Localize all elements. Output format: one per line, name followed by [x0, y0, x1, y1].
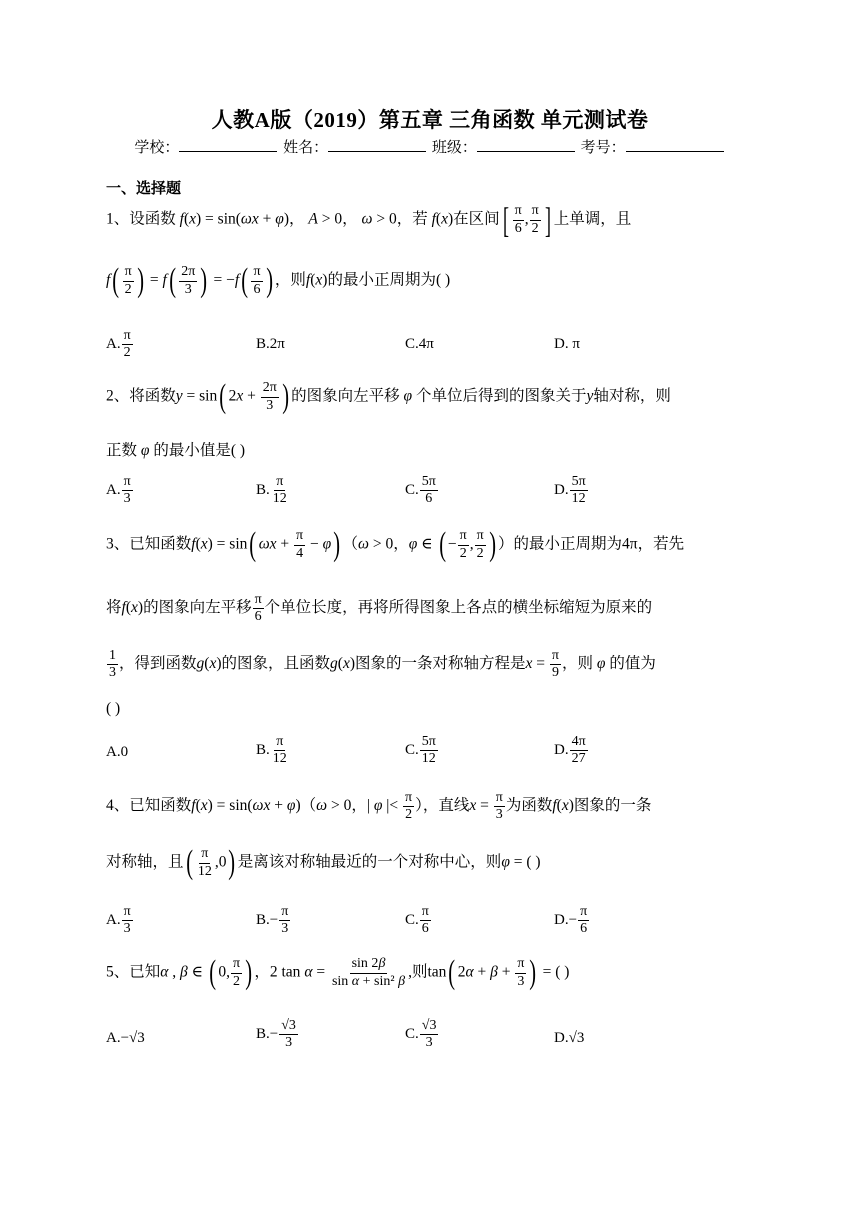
q3-text: ，	[393, 535, 409, 553]
q1-text: ，则	[274, 271, 306, 289]
q2-option-b[interactable]: B. $\frac{\pi}{12}$	[256, 474, 287, 507]
class-label: 班级：	[431, 140, 477, 156]
q5-option-d[interactable]: D.√3	[554, 1030, 585, 1046]
q5-option-b[interactable]: B.− $\frac{√3}{3}$	[256, 1018, 296, 1051]
q1-option-a[interactable]: A. $\frac{\pi}{2}$	[106, 328, 131, 361]
q4-option-c[interactable]: C. $\frac{\pi}{6}$	[405, 904, 429, 937]
name-label: 姓名：	[283, 140, 329, 156]
q1-text: ，	[342, 210, 358, 228]
q1-text: ，若	[396, 210, 428, 228]
q3-option-c[interactable]: C. $\frac{5\pi}{12}$	[405, 734, 436, 767]
q4-option-d-label: D.	[554, 912, 569, 929]
q1-text: 1、设函数	[106, 210, 176, 228]
q3-text: ，得到函数	[119, 655, 197, 673]
q2-text: 2、将函数	[106, 387, 176, 405]
q4-option-a-label: A.	[106, 912, 121, 929]
q4-option-c-label: C.	[405, 912, 419, 929]
q2-text: 的图象向左平移	[291, 387, 400, 405]
q5-text: ,则	[408, 963, 428, 981]
q4-option-d[interactable]: D.− $\frac{\pi}{6}$	[554, 904, 588, 937]
q5-option-c-label: C.	[405, 1026, 419, 1043]
q1-text: 上单调，且	[553, 210, 632, 228]
q2-text: 轴对称，则	[593, 387, 671, 405]
q3-text: 的图象，且函数	[221, 655, 331, 673]
q1-text: ，	[289, 210, 305, 228]
q2-option-b-label: B.	[256, 482, 270, 499]
school-blank[interactable]	[179, 138, 277, 152]
q5-option-d-label: D.	[554, 1030, 569, 1046]
q5-option-b-label: B.	[256, 1026, 270, 1043]
name-blank[interactable]	[328, 138, 426, 152]
q3-text: ，则	[561, 655, 593, 673]
q3-option-b[interactable]: B. $\frac{\pi}{12}$	[256, 734, 287, 767]
q3-option-d[interactable]: D. $\frac{4\pi}{27}$	[554, 734, 586, 767]
q5-text: ，	[254, 963, 270, 981]
q1-option-c[interactable]: C.4π	[405, 336, 434, 352]
q2-text: 正数	[106, 442, 138, 459]
q1-line1: 1、设函数 f(x) = sin(ωx + φ)， A > 0， ω > 0，若 f(x)在区间[ $\frac{\pi}{6}$ , $\frac{\pi}{2}$ ] 上单调，且	[106, 200, 632, 240]
q4-text: 对称轴，且	[106, 853, 184, 871]
q3-text: 的图象向左平移	[143, 599, 252, 617]
id-label: 考号：	[580, 140, 626, 156]
q3-text: （	[342, 535, 359, 553]
class-blank[interactable]	[477, 138, 575, 152]
q2-line1: 2、将函数y = sin( 2x + $\frac{2\pi}{3}$ ) 的图象向左平移 φ 个单位后得到的图象关于y轴对称，则	[106, 378, 671, 415]
school-label: 学校：	[134, 140, 180, 156]
q4-text: 图象的一条	[573, 797, 652, 815]
q2-option-a[interactable]: A. $\frac{\pi}{3}$	[106, 474, 131, 507]
q3-text: 个单位长度，再将所得图象上各点的横坐标缩短为原来的	[264, 599, 653, 617]
q4-option-b-label: B.	[256, 912, 270, 929]
q1-line2: f( $\frac{\pi}{2}$ ) = f( $\frac{2\pi}{3}$ ) = −f( $\frac{\pi}{6}$ ) ，则f(x)的最小正周期为( )	[106, 262, 451, 299]
q2-option-c[interactable]: C. $\frac{5\pi}{6}$	[405, 474, 436, 507]
id-blank[interactable]	[626, 138, 724, 152]
q2-option-d-label: D.	[554, 482, 569, 499]
q3-text: 的值为	[609, 655, 656, 673]
q1-option-a-label: A.	[106, 336, 121, 353]
q4-text: ( )	[526, 853, 541, 871]
q4-text: ，	[351, 797, 367, 815]
q5-line1: 5、已知α , β ∈ ( 0, $\frac{\pi}{2}$ ) ，2 tan α = $\frac{\sin 2\beta}{\text{sin α + sin² β}}$ ,则tan( 2α + β + $\frac{\pi}{3}$ ) = ( )	[106, 954, 570, 991]
q5-text: 5、已知	[106, 963, 161, 981]
q1-option-b[interactable]: B.2π	[256, 336, 285, 352]
q3-line4: ( )	[106, 700, 121, 717]
q4-text: 是离该对称轴最近的一个对称中心，则	[237, 853, 502, 871]
q1-fx: f	[431, 210, 436, 228]
section-heading: 一、选择题	[106, 181, 182, 197]
q3-option-d-label: D.	[554, 742, 569, 759]
page-title: 人教A版（2019）第五章 三角函数 单元测试卷	[211, 108, 649, 132]
q1-formula: f(x) = sin(ωx + φ)	[179, 210, 289, 228]
q4-option-b[interactable]: B.− $\frac{\pi}{3}$	[256, 904, 289, 937]
q4-text: （	[300, 797, 317, 815]
q4-text: 4、已知函数	[106, 797, 192, 815]
q4-text: 为函数	[505, 797, 553, 815]
q1-text: 在区间	[453, 210, 500, 228]
q3-text: 3、已知函数	[106, 535, 192, 553]
q3-option-b-label: B.	[256, 742, 270, 759]
q2-option-d[interactable]: D. $\frac{5\pi}{12}$	[554, 474, 586, 507]
q5-text: ( )	[555, 963, 570, 981]
q1-text: 的最小正周期为( )	[327, 271, 451, 289]
q4-option-a[interactable]: A. $\frac{\pi}{3}$	[106, 904, 131, 937]
q2-option-c-label: C.	[405, 482, 419, 499]
q2-line2: 正数 φ 的最小值是( )	[106, 442, 246, 459]
q3-option-a[interactable]: A.0	[106, 744, 129, 760]
q5-option-c[interactable]: C. $\frac{√3}{3}$	[405, 1018, 437, 1051]
q3-line1: 3、已知函数f(x) = sin( ωx + $\frac{\pi}{4}$ − φ) （ω > 0，φ ∈ ( − $\frac{\pi}{2}$ , $\frac{\pi}{2}$ ) ）的最小正周期为4π，若先	[106, 526, 685, 563]
q5-option-a[interactable]: A.−√3	[106, 1030, 145, 1046]
q3-line2: 将f(x)的图象向左平移 $\frac{\pi}{6}$ 个单位长度，再将所得图象上各点的横坐标缩短为原来的	[106, 592, 653, 625]
q4-line1: 4、已知函数f(x) = sin(ωx + φ)（ω > 0，| φ |< $\frac{\pi}{2}$ ），直线x = $\frac{\pi}{3}$ 为函数f(x)图象的一条	[106, 790, 652, 823]
q4-line2: 对称轴，且( $\frac{\pi}{12}$ ,0) 是离该对称轴最近的一个对称中心，则φ = ( )	[106, 844, 541, 881]
q1-cond-a: A > 0	[308, 210, 343, 228]
q3-line3: $\frac{1}{3}$ ，得到函数g(x)的图象，且函数g(x)图象的一条对称轴方程是x = $\frac{\pi}{9}$ ，则 φ 的值为	[109, 648, 656, 681]
q3-text: 图象的一条对称轴方程是	[355, 655, 526, 673]
q3-option-c-label: C.	[405, 742, 419, 759]
student-info-line	[0, 136, 860, 157]
q2-option-a-label: A.	[106, 482, 121, 499]
q1-option-d[interactable]: D. π	[554, 336, 580, 352]
q4-text: ），直线	[415, 797, 470, 815]
q2-text: 个单位后得到的图象关于	[415, 387, 587, 405]
q3-text: ）的最小正周期为4π，若先	[498, 535, 685, 553]
q3-text: 将	[106, 599, 122, 617]
q2-text: 的最小值是( )	[153, 442, 246, 459]
q1-cond-w: ω > 0	[361, 210, 397, 228]
q5-option-a-label: A.	[106, 1030, 121, 1046]
